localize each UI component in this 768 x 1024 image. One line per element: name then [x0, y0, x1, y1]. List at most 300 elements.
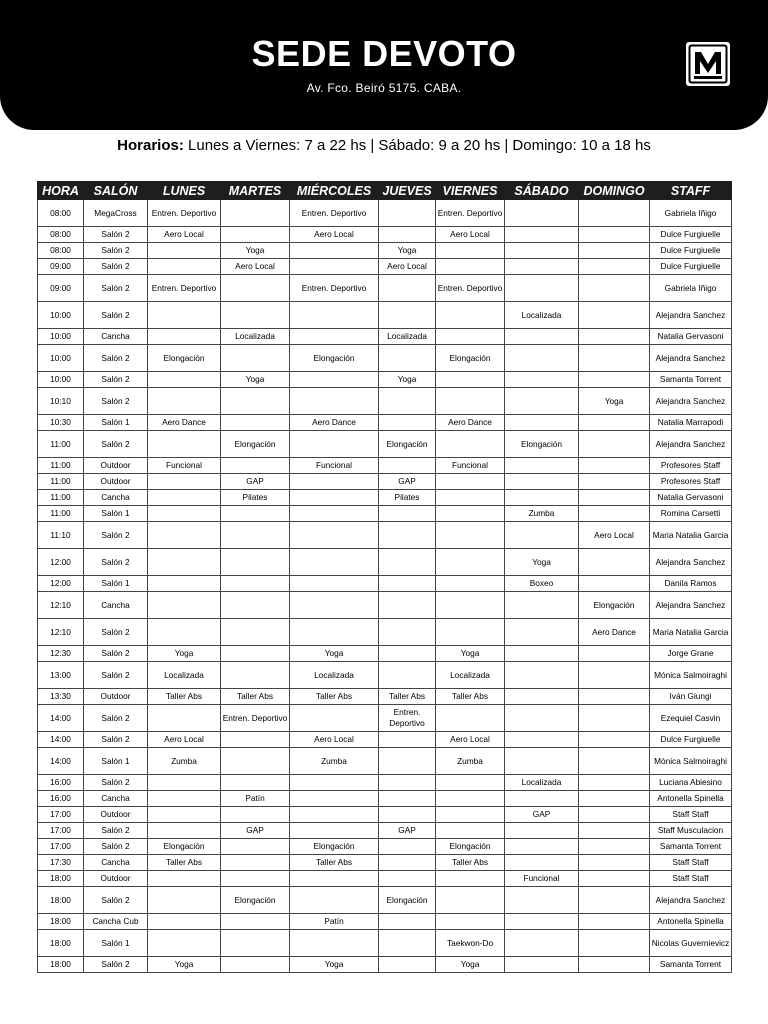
- cell-time: 12:10: [38, 619, 84, 646]
- cell-tuesday: [221, 506, 290, 522]
- cell-staff: Samanta Torrent: [650, 839, 732, 855]
- cell-monday: Entren. Deportivo: [148, 200, 221, 227]
- cell-time: 18:00: [38, 930, 84, 957]
- cell-saturday: Localizada: [505, 775, 579, 791]
- cell-room: Outdoor: [84, 689, 148, 705]
- cell-friday: [436, 576, 505, 592]
- cell-saturday: Yoga: [505, 549, 579, 576]
- cell-tuesday: [221, 839, 290, 855]
- table-row: [38, 345, 732, 372]
- table-row: [38, 576, 732, 592]
- cell-monday: [148, 372, 221, 388]
- cell-wednesday: [290, 522, 379, 549]
- table-row: [38, 689, 732, 705]
- cell-room: Salón 2: [84, 775, 148, 791]
- header-time: HORA: [38, 182, 84, 200]
- cell-time: 09:00: [38, 259, 84, 275]
- cell-room: Salón 1: [84, 748, 148, 775]
- cell-wednesday: Elongación: [290, 345, 379, 372]
- cell-sunday: [579, 930, 650, 957]
- cell-monday: [148, 592, 221, 619]
- cell-time: 18:00: [38, 887, 84, 914]
- cell-thursday: [379, 200, 436, 227]
- cell-thursday: [379, 302, 436, 329]
- cell-staff: Ezequiel Casvin: [650, 705, 732, 732]
- header-banner: [0, 0, 768, 130]
- cell-room: Outdoor: [84, 474, 148, 490]
- header-tuesday: MARTES: [221, 182, 290, 200]
- cell-monday: [148, 775, 221, 791]
- cell-room: Salón 2: [84, 732, 148, 748]
- cell-staff: Alejandra Sanchez: [650, 431, 732, 458]
- cell-thursday: GAP: [379, 474, 436, 490]
- table-row: [38, 662, 732, 689]
- cell-monday: [148, 490, 221, 506]
- cell-room: Outdoor: [84, 871, 148, 887]
- cell-friday: Aero Local: [436, 227, 505, 243]
- cell-room: Salón 2: [84, 839, 148, 855]
- cell-saturday: [505, 200, 579, 227]
- cell-tuesday: [221, 855, 290, 871]
- cell-wednesday: [290, 619, 379, 646]
- cell-staff: Dulce Furgiuelle: [650, 227, 732, 243]
- cell-friday: Taekwon-Do: [436, 930, 505, 957]
- cell-friday: [436, 887, 505, 914]
- cell-sunday: [579, 490, 650, 506]
- cell-wednesday: [290, 372, 379, 388]
- cell-monday: Aero Local: [148, 227, 221, 243]
- cell-monday: Elongación: [148, 345, 221, 372]
- cell-time: 14:00: [38, 748, 84, 775]
- cell-time: 16:00: [38, 791, 84, 807]
- cell-thursday: [379, 592, 436, 619]
- cell-sunday: [579, 227, 650, 243]
- cell-time: 11:00: [38, 431, 84, 458]
- cell-wednesday: [290, 775, 379, 791]
- cell-staff: Alejandra Sanchez: [650, 592, 732, 619]
- cell-room: Salón 1: [84, 506, 148, 522]
- cell-thursday: [379, 345, 436, 372]
- cell-saturday: [505, 855, 579, 871]
- cell-room: Salón 2: [84, 522, 148, 549]
- table-body: [38, 200, 732, 973]
- table-row: [38, 705, 732, 732]
- cell-thursday: Elongación: [379, 887, 436, 914]
- cell-saturday: [505, 957, 579, 973]
- cell-tuesday: [221, 275, 290, 302]
- cell-thursday: [379, 576, 436, 592]
- cell-monday: [148, 807, 221, 823]
- cell-wednesday: [290, 823, 379, 839]
- cell-friday: [436, 791, 505, 807]
- cell-saturday: [505, 490, 579, 506]
- cell-sunday: [579, 576, 650, 592]
- cell-wednesday: [290, 490, 379, 506]
- cell-saturday: [505, 930, 579, 957]
- cell-wednesday: [290, 791, 379, 807]
- cell-sunday: Aero Dance: [579, 619, 650, 646]
- cell-staff: Samanta Torrent: [650, 957, 732, 973]
- header-wednesday: MIÉRCOLES: [290, 182, 379, 200]
- cell-room: Salón 2: [84, 887, 148, 914]
- table-row: [38, 775, 732, 791]
- cell-saturday: [505, 839, 579, 855]
- cell-staff: Iván Giungi: [650, 689, 732, 705]
- cell-sunday: [579, 855, 650, 871]
- cell-saturday: [505, 275, 579, 302]
- cell-wednesday: [290, 388, 379, 415]
- cell-thursday: [379, 415, 436, 431]
- cell-tuesday: GAP: [221, 823, 290, 839]
- brand-logo-icon: [686, 42, 730, 86]
- cell-staff: Maria Natalia Garcia: [650, 522, 732, 549]
- cell-friday: [436, 243, 505, 259]
- cell-friday: [436, 522, 505, 549]
- cell-time: 12:00: [38, 549, 84, 576]
- cell-room: Cancha: [84, 592, 148, 619]
- cell-monday: [148, 329, 221, 345]
- cell-wednesday: Yoga: [290, 957, 379, 973]
- cell-friday: [436, 823, 505, 839]
- cell-sunday: [579, 823, 650, 839]
- cell-staff: Samanta Torrent: [650, 372, 732, 388]
- table-header-row: [38, 182, 732, 200]
- header-thursday: JUEVES: [379, 182, 436, 200]
- cell-friday: [436, 914, 505, 930]
- cell-monday: [148, 388, 221, 415]
- cell-sunday: [579, 791, 650, 807]
- cell-tuesday: [221, 227, 290, 243]
- table-row: [38, 871, 732, 887]
- cell-wednesday: [290, 705, 379, 732]
- table-row: [38, 914, 732, 930]
- cell-tuesday: Taller Abs: [221, 689, 290, 705]
- cell-wednesday: Entren. Deportivo: [290, 200, 379, 227]
- cell-friday: Aero Local: [436, 732, 505, 748]
- cell-tuesday: [221, 388, 290, 415]
- cell-room: Salón 2: [84, 823, 148, 839]
- table-row: [38, 823, 732, 839]
- cell-monday: [148, 791, 221, 807]
- cell-sunday: [579, 302, 650, 329]
- cell-saturday: Boxeo: [505, 576, 579, 592]
- cell-time: 12:10: [38, 592, 84, 619]
- cell-time: 11:00: [38, 474, 84, 490]
- cell-saturday: [505, 748, 579, 775]
- opening-hours: [0, 137, 768, 154]
- cell-thursday: [379, 522, 436, 549]
- cell-saturday: [505, 227, 579, 243]
- cell-tuesday: [221, 415, 290, 431]
- cell-room: Salón 2: [84, 646, 148, 662]
- cell-thursday: Localizada: [379, 329, 436, 345]
- cell-wednesday: [290, 549, 379, 576]
- cell-sunday: [579, 243, 650, 259]
- cell-monday: Aero Local: [148, 732, 221, 748]
- table-row: [38, 243, 732, 259]
- cell-staff: Alejandra Sanchez: [650, 388, 732, 415]
- cell-sunday: [579, 839, 650, 855]
- cell-staff: Profesores Staff: [650, 458, 732, 474]
- cell-tuesday: Elongación: [221, 887, 290, 914]
- cell-saturday: [505, 458, 579, 474]
- cell-monday: Taller Abs: [148, 689, 221, 705]
- cell-sunday: [579, 200, 650, 227]
- cell-wednesday: [290, 302, 379, 329]
- table-row: [38, 887, 732, 914]
- cell-monday: [148, 431, 221, 458]
- cell-staff: Natalia Marrapodi: [650, 415, 732, 431]
- cell-wednesday: Localizada: [290, 662, 379, 689]
- cell-room: Salón 2: [84, 227, 148, 243]
- cell-wednesday: Taller Abs: [290, 855, 379, 871]
- cell-room: Salón 2: [84, 705, 148, 732]
- cell-staff: Gabriela Iñigo: [650, 200, 732, 227]
- cell-saturday: [505, 259, 579, 275]
- cell-saturday: [505, 592, 579, 619]
- cell-tuesday: [221, 458, 290, 474]
- cell-room: Cancha Cub: [84, 914, 148, 930]
- cell-room: Salón 2: [84, 243, 148, 259]
- table-row: [38, 839, 732, 855]
- cell-friday: [436, 329, 505, 345]
- cell-tuesday: [221, 549, 290, 576]
- cell-thursday: [379, 930, 436, 957]
- cell-tuesday: [221, 592, 290, 619]
- table-row: [38, 474, 732, 490]
- table-row: [38, 458, 732, 474]
- cell-time: 08:00: [38, 227, 84, 243]
- cell-wednesday: [290, 243, 379, 259]
- table-row: [38, 275, 732, 302]
- table-row: [38, 930, 732, 957]
- cell-thursday: [379, 775, 436, 791]
- cell-monday: Entren. Deportivo: [148, 275, 221, 302]
- cell-time: 12:30: [38, 646, 84, 662]
- cell-monday: [148, 522, 221, 549]
- cell-thursday: [379, 388, 436, 415]
- cell-friday: [436, 506, 505, 522]
- cell-wednesday: [290, 887, 379, 914]
- cell-friday: [436, 775, 505, 791]
- cell-thursday: GAP: [379, 823, 436, 839]
- cell-friday: [436, 372, 505, 388]
- cell-room: Cancha: [84, 329, 148, 345]
- cell-monday: [148, 302, 221, 329]
- cell-tuesday: Yoga: [221, 243, 290, 259]
- cell-time: 11:00: [38, 490, 84, 506]
- cell-wednesday: Yoga: [290, 646, 379, 662]
- cell-friday: [436, 871, 505, 887]
- table-row: [38, 592, 732, 619]
- cell-room: Salón 2: [84, 259, 148, 275]
- cell-time: 16:00: [38, 775, 84, 791]
- cell-tuesday: Pilates: [221, 490, 290, 506]
- cell-wednesday: [290, 259, 379, 275]
- cell-thursday: Aero Local: [379, 259, 436, 275]
- cell-staff: Antonella Spinella: [650, 791, 732, 807]
- cell-friday: Funcional: [436, 458, 505, 474]
- cell-thursday: [379, 275, 436, 302]
- cell-wednesday: [290, 576, 379, 592]
- cell-room: Outdoor: [84, 458, 148, 474]
- cell-friday: Yoga: [436, 957, 505, 973]
- cell-tuesday: [221, 646, 290, 662]
- cell-monday: [148, 259, 221, 275]
- cell-tuesday: Elongación: [221, 431, 290, 458]
- cell-friday: [436, 490, 505, 506]
- cell-wednesday: [290, 930, 379, 957]
- cell-time: 08:00: [38, 200, 84, 227]
- cell-staff: Antonella Spinella: [650, 914, 732, 930]
- cell-staff: Alejandra Sanchez: [650, 302, 732, 329]
- cell-saturday: [505, 415, 579, 431]
- header-room: SALÓN: [84, 182, 148, 200]
- cell-wednesday: Funcional: [290, 458, 379, 474]
- cell-wednesday: [290, 592, 379, 619]
- cell-staff: Luciana Abiesino: [650, 775, 732, 791]
- cell-time: 09:00: [38, 275, 84, 302]
- cell-tuesday: GAP: [221, 474, 290, 490]
- cell-friday: Zumba: [436, 748, 505, 775]
- cell-thursday: Yoga: [379, 243, 436, 259]
- cell-staff: Mónica Salmoiraghi: [650, 662, 732, 689]
- cell-staff: Alejandra Sanchez: [650, 887, 732, 914]
- cell-tuesday: [221, 871, 290, 887]
- cell-thursday: [379, 619, 436, 646]
- table-row: [38, 302, 732, 329]
- cell-staff: Alejandra Sanchez: [650, 549, 732, 576]
- cell-friday: Entren. Deportivo: [436, 200, 505, 227]
- cell-friday: [436, 807, 505, 823]
- cell-thursday: [379, 506, 436, 522]
- cell-monday: Zumba: [148, 748, 221, 775]
- cell-sunday: [579, 458, 650, 474]
- table-row: [38, 732, 732, 748]
- cell-tuesday: [221, 807, 290, 823]
- table-row: [38, 200, 732, 227]
- cell-time: 11:00: [38, 506, 84, 522]
- table-row: [38, 522, 732, 549]
- cell-thursday: Taller Abs: [379, 689, 436, 705]
- cell-tuesday: [221, 930, 290, 957]
- cell-saturday: [505, 329, 579, 345]
- cell-room: Cancha: [84, 791, 148, 807]
- cell-monday: [148, 549, 221, 576]
- cell-sunday: [579, 275, 650, 302]
- cell-staff: Maria Natalia Garcia: [650, 619, 732, 646]
- cell-monday: [148, 871, 221, 887]
- cell-wednesday: Elongación: [290, 839, 379, 855]
- cell-time: 11:10: [38, 522, 84, 549]
- cell-thursday: [379, 839, 436, 855]
- schedule-table: [37, 181, 732, 973]
- cell-friday: Taller Abs: [436, 855, 505, 871]
- cell-saturday: [505, 372, 579, 388]
- cell-saturday: [505, 646, 579, 662]
- cell-saturday: [505, 619, 579, 646]
- cell-tuesday: [221, 662, 290, 689]
- cell-monday: [148, 619, 221, 646]
- cell-monday: Yoga: [148, 646, 221, 662]
- cell-room: Salón 2: [84, 619, 148, 646]
- cell-time: 10:00: [38, 302, 84, 329]
- cell-room: Salón 2: [84, 275, 148, 302]
- cell-thursday: Elongación: [379, 431, 436, 458]
- cell-staff: Staff Staff: [650, 807, 732, 823]
- cell-saturday: [505, 732, 579, 748]
- cell-staff: Danila Ramos: [650, 576, 732, 592]
- cell-room: Salón 2: [84, 302, 148, 329]
- table-row: [38, 791, 732, 807]
- cell-friday: Entren. Deportivo: [436, 275, 505, 302]
- cell-wednesday: [290, 474, 379, 490]
- cell-sunday: [579, 662, 650, 689]
- cell-tuesday: [221, 522, 290, 549]
- cell-thursday: [379, 871, 436, 887]
- cell-tuesday: [221, 200, 290, 227]
- table-row: [38, 549, 732, 576]
- cell-room: MegaCross: [84, 200, 148, 227]
- cell-friday: Yoga: [436, 646, 505, 662]
- table-row: [38, 748, 732, 775]
- table-row: [38, 415, 732, 431]
- cell-thursday: Pilates: [379, 490, 436, 506]
- cell-staff: Dulce Furgiuelle: [650, 732, 732, 748]
- cell-staff: Mónica Salmoiraghi: [650, 748, 732, 775]
- cell-sunday: [579, 415, 650, 431]
- cell-friday: Localizada: [436, 662, 505, 689]
- cell-wednesday: [290, 329, 379, 345]
- table-row: [38, 619, 732, 646]
- cell-saturday: [505, 705, 579, 732]
- table-row: [38, 490, 732, 506]
- cell-staff: Dulce Furgiuelle: [650, 243, 732, 259]
- cell-sunday: Aero Local: [579, 522, 650, 549]
- cell-staff: Dulce Furgiuelle: [650, 259, 732, 275]
- cell-friday: [436, 388, 505, 415]
- cell-friday: [436, 259, 505, 275]
- cell-tuesday: [221, 914, 290, 930]
- cell-tuesday: [221, 957, 290, 973]
- page-title: SEDE DEVOTO: [251, 33, 517, 74]
- cell-room: Cancha: [84, 855, 148, 871]
- cell-room: Outdoor: [84, 807, 148, 823]
- cell-thursday: [379, 807, 436, 823]
- cell-sunday: [579, 431, 650, 458]
- cell-monday: Yoga: [148, 957, 221, 973]
- cell-staff: Natalia Gervasoni: [650, 490, 732, 506]
- cell-wednesday: [290, 431, 379, 458]
- cell-time: 10:30: [38, 415, 84, 431]
- header-sunday: DOMINGO: [579, 182, 650, 200]
- cell-friday: Aero Dance: [436, 415, 505, 431]
- table-row: [38, 329, 732, 345]
- cell-room: Salón 2: [84, 549, 148, 576]
- cell-saturday: Elongación: [505, 431, 579, 458]
- cell-saturday: GAP: [505, 807, 579, 823]
- table-row: [38, 372, 732, 388]
- cell-time: 10:10: [38, 388, 84, 415]
- cell-saturday: [505, 345, 579, 372]
- address: Av. Fco. Beiró 5175. CABA.: [306, 81, 462, 95]
- cell-thursday: [379, 458, 436, 474]
- cell-monday: Localizada: [148, 662, 221, 689]
- cell-sunday: Yoga: [579, 388, 650, 415]
- cell-monday: [148, 576, 221, 592]
- cell-staff: Gabriela Iñigo: [650, 275, 732, 302]
- hours-label: Horarios:: [117, 137, 184, 154]
